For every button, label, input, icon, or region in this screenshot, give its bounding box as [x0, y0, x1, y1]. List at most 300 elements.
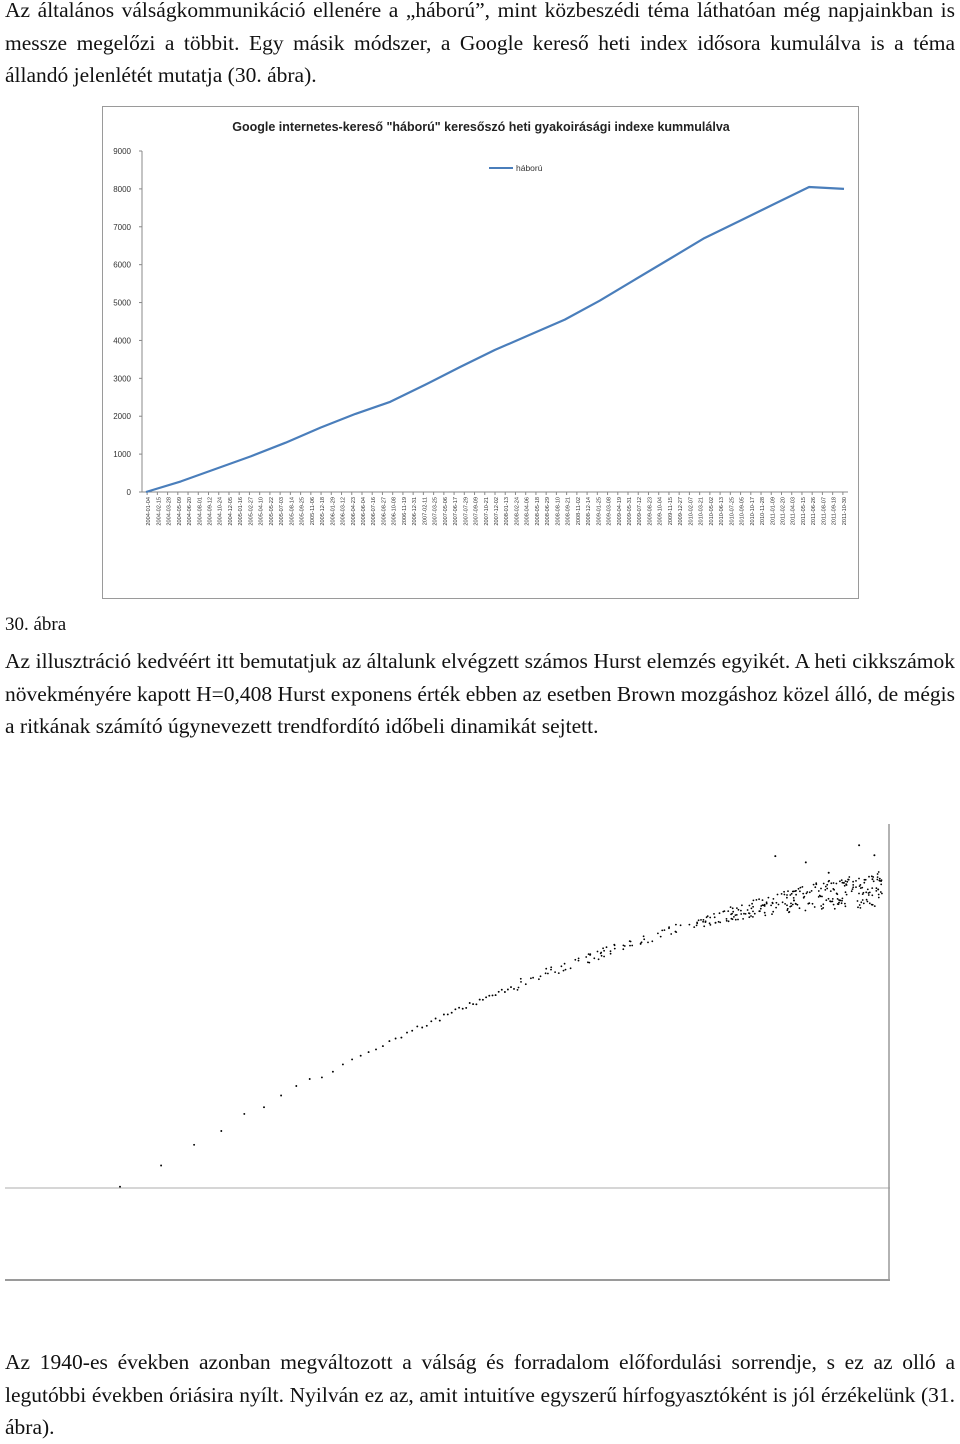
- x-tick-label: 2004-06-20: [187, 497, 194, 526]
- scatter-point: [877, 889, 879, 891]
- scatter-point: [852, 888, 854, 890]
- scatter-point: [492, 994, 494, 996]
- y-tick-label: 6000: [113, 260, 131, 270]
- x-tick-label: 2005-05-22: [268, 497, 275, 526]
- scatter-point: [610, 950, 612, 952]
- x-tick-label: 2009-03-08: [606, 497, 613, 526]
- scatter-point: [828, 898, 830, 900]
- scatter-point: [610, 953, 612, 955]
- scatter-point: [593, 957, 595, 959]
- scatter-point: [748, 916, 750, 918]
- x-tick-label: 2005-02-27: [248, 497, 255, 526]
- scatter-point: [874, 905, 876, 907]
- scatter-point: [715, 922, 717, 924]
- scatter-point: [631, 945, 633, 947]
- scatter-point: [825, 899, 827, 901]
- scatter-point: [787, 890, 789, 892]
- scatter-point: [878, 871, 880, 873]
- scatter-point: [747, 909, 749, 911]
- scatter-point: [791, 893, 793, 895]
- scatter-point: [860, 901, 862, 903]
- scatter-point: [845, 891, 847, 893]
- x-tick-label: 2005-11-06: [309, 497, 316, 526]
- scatter-point: [735, 919, 737, 921]
- scatter-point: [732, 907, 734, 909]
- scatter-point: [871, 875, 873, 877]
- scatter-point: [485, 996, 487, 998]
- scatter-point: [814, 886, 816, 888]
- x-tick-label: 2005-09-25: [299, 497, 306, 526]
- scatter-point: [520, 981, 522, 983]
- scatter-point: [706, 916, 708, 918]
- scatter-point: [768, 897, 770, 899]
- scatter-point: [826, 884, 828, 886]
- scatter-point: [764, 912, 766, 914]
- scatter-point: [351, 1058, 353, 1060]
- scatter-point: [833, 904, 835, 906]
- scatter-point: [770, 905, 772, 907]
- scatter-point: [641, 941, 643, 943]
- scatter-point: [732, 918, 734, 920]
- scatter-point: [532, 977, 534, 979]
- x-tick-label: 2009-10-04: [657, 497, 664, 526]
- scatter-point: [719, 922, 721, 924]
- scatter-point: [809, 891, 811, 893]
- scatter-point: [792, 904, 794, 906]
- scatter-point: [786, 897, 788, 899]
- scatter-point: [815, 883, 817, 885]
- scatter-point: [802, 886, 804, 888]
- x-tick-label: 2008-04-06: [524, 497, 531, 526]
- scatter-point: [563, 970, 565, 972]
- scatter-point: [696, 923, 698, 925]
- x-tick-label: 2006-11-19: [401, 497, 408, 526]
- scatter-point: [751, 908, 753, 910]
- scatter-point: [773, 898, 775, 900]
- scatter-point: [758, 898, 760, 900]
- scatter-point: [703, 919, 705, 921]
- scatter-point: [495, 994, 497, 996]
- scatter-point: [847, 879, 849, 881]
- scatter-point: [880, 880, 882, 882]
- scatter-point: [869, 902, 871, 904]
- scatter-point: [550, 966, 552, 968]
- scatter-point: [858, 878, 860, 880]
- scatter-point: [585, 956, 587, 958]
- scatter-point: [753, 900, 755, 902]
- scatter-point: [756, 899, 758, 901]
- scatter-point: [743, 913, 745, 915]
- scatter-point: [193, 1144, 195, 1146]
- scatter-point: [263, 1106, 265, 1108]
- scatter-point: [738, 909, 740, 911]
- scatter-point: [540, 975, 542, 977]
- scatter-point: [561, 965, 563, 967]
- scatter-point: [630, 941, 632, 943]
- scatter-point: [416, 1025, 418, 1027]
- scatter-point: [772, 903, 774, 905]
- scatter-point: [860, 907, 862, 909]
- x-tick-label: 2011-04-03: [790, 497, 797, 526]
- scatter-point: [784, 903, 786, 905]
- scatter-point: [877, 873, 879, 875]
- x-tick-label: 2007-07-29: [463, 497, 470, 526]
- y-tick-label: 1000: [113, 450, 131, 460]
- scatter-point: [867, 889, 869, 891]
- x-tick-label: 2008-01-13: [504, 497, 511, 526]
- scatter-point: [775, 907, 777, 909]
- scatter-point: [482, 999, 484, 1001]
- scatter-point: [828, 881, 830, 883]
- x-tick-label: 2007-12-02: [494, 497, 500, 526]
- scatter-point: [813, 884, 815, 886]
- x-tick-label: 2009-11-15: [667, 497, 674, 526]
- scatter-point: [603, 950, 605, 952]
- x-tick-label: 2006-04-23: [350, 497, 357, 526]
- scatter-point: [797, 904, 799, 906]
- scatter-point: [728, 920, 730, 922]
- scatter-point: [861, 887, 863, 889]
- scatter-point: [823, 883, 825, 885]
- scatter-point: [545, 972, 547, 974]
- scatter-point: [838, 902, 840, 904]
- scatter-point: [793, 897, 795, 899]
- scatter-point: [469, 1002, 471, 1004]
- scatter-point: [664, 929, 666, 931]
- scatter-point: [760, 908, 762, 910]
- x-tick-label: 2008-02-24: [514, 497, 521, 526]
- scatter-point: [730, 913, 732, 915]
- x-tick-label: 2006-03-12: [340, 497, 347, 526]
- x-tick-label: 2005-01-16: [238, 497, 245, 526]
- scatter-point: [518, 987, 520, 989]
- x-tick-label: 2008-09-21: [565, 497, 572, 526]
- scatter-point: [382, 1045, 384, 1047]
- scatter-point: [852, 884, 854, 886]
- scatter-point: [832, 898, 834, 900]
- scatter-point: [878, 894, 880, 896]
- scatter-point: [795, 894, 797, 896]
- scatter-point: [709, 917, 711, 919]
- scatter-point: [643, 935, 645, 937]
- scatter-point: [877, 876, 879, 878]
- scatter-point: [786, 904, 788, 906]
- scatter-point: [830, 901, 832, 903]
- scatter-point: [845, 905, 847, 907]
- scatter-point: [465, 1007, 467, 1009]
- y-tick-label: 8000: [113, 184, 131, 194]
- scatter-point: [451, 1012, 453, 1014]
- scatter-point: [462, 1008, 464, 1010]
- scatter-point: [858, 893, 860, 895]
- scatter-point: [802, 893, 804, 895]
- scatter-point: [525, 983, 527, 985]
- scatter-point: [472, 1003, 474, 1005]
- scatter-point: [600, 952, 602, 954]
- scatter-point: [406, 1032, 408, 1034]
- scatter-point: [742, 918, 744, 920]
- scatter-points: [119, 844, 883, 1187]
- scatter-point: [643, 938, 645, 940]
- scatter-point: [824, 889, 826, 891]
- x-tick-label: 2005-04-10: [258, 497, 265, 526]
- scatter-point: [488, 995, 490, 997]
- scatter-point: [693, 926, 695, 928]
- scatter-point: [660, 936, 662, 938]
- scatter-point: [388, 1040, 390, 1042]
- scatter-point: [758, 910, 760, 912]
- scatter-point: [852, 881, 854, 883]
- scatter-point: [876, 879, 878, 881]
- scatter-point: [657, 933, 659, 935]
- x-tick-label: 2004-03-28: [166, 497, 173, 526]
- scatter-point: [622, 948, 624, 950]
- scatter-point: [368, 1051, 370, 1053]
- scatter-point: [718, 921, 720, 923]
- scatter-point: [545, 968, 547, 970]
- scatter-point: [766, 901, 768, 903]
- scatter-point: [726, 918, 728, 920]
- scatter-point: [833, 882, 835, 884]
- scatter-point: [750, 915, 752, 917]
- y-tick-label: 9000: [113, 147, 131, 156]
- x-tick-label: 2007-05-06: [442, 497, 449, 526]
- x-tick-label: 2010-06-13: [719, 497, 726, 526]
- scatter-point: [740, 913, 742, 915]
- scatter-point: [517, 989, 519, 991]
- scatter-point: [794, 890, 796, 892]
- x-tick-label: 2010-03-21: [698, 497, 705, 526]
- scatter-point: [868, 876, 870, 878]
- x-tick-label: 2010-11-28: [760, 497, 767, 526]
- scatter-point: [859, 885, 861, 887]
- scatter-point: [788, 911, 790, 913]
- scatter-point: [777, 894, 779, 896]
- x-tick-label: 2011-09-18: [831, 497, 838, 526]
- scatter-point: [778, 904, 780, 906]
- scatter-point: [689, 924, 691, 926]
- scatter-point: [754, 913, 756, 915]
- scatter-point: [839, 900, 841, 902]
- x-tick-label: 2010-05-02: [708, 497, 715, 526]
- scatter-point: [696, 925, 698, 927]
- scatter-point: [119, 1186, 121, 1188]
- scatter-point: [520, 978, 522, 980]
- x-tick-label: 2005-08-14: [289, 497, 296, 526]
- scatter-point: [875, 890, 877, 892]
- intro-paragraph: Az általános válságkommunikáció ellenére a „háború”, mint közbeszédi téma láthatóan még napjainkban is messze megelőzi a többit. Egy másik módszer, a Google kereső heti index idősora kumulálva is a téma állandó jelenlétét mutatja (30. ábra).: [5, 0, 955, 87]
- scatter-point: [603, 956, 605, 958]
- scatter-point: [736, 914, 738, 916]
- scatter-point: [435, 1018, 437, 1020]
- scatter-point: [680, 924, 682, 926]
- y-tick-label: 5000: [113, 298, 131, 308]
- scatter-point: [614, 948, 616, 950]
- scatter-point: [846, 894, 848, 896]
- scatter-point: [845, 883, 847, 885]
- scatter-point: [510, 986, 512, 988]
- scatter-point: [798, 888, 800, 890]
- x-tick-label: 2004-01-04: [146, 497, 153, 526]
- scatter-point: [395, 1038, 397, 1040]
- scatter-point: [841, 902, 843, 904]
- scatter-point: [558, 972, 560, 974]
- scatter-point: [800, 887, 802, 889]
- scatter-point: [651, 940, 653, 942]
- scatter-point: [513, 988, 515, 990]
- scatter-point: [830, 882, 832, 884]
- scatter-point: [730, 906, 732, 908]
- x-tick-label: 2011-05-15: [800, 497, 807, 526]
- scatter-point: [709, 922, 711, 924]
- x-tick-label: 2007-09-09: [473, 497, 480, 526]
- scatter-point: [764, 915, 766, 917]
- scatter-point: [846, 881, 848, 883]
- scatter-point: [475, 1003, 477, 1005]
- scatter-point: [862, 899, 864, 901]
- x-tick-label: 2006-06-04: [360, 497, 367, 526]
- scatter-point: [606, 946, 608, 948]
- scatter-point: [670, 933, 672, 935]
- scatter-point: [507, 989, 509, 991]
- x-tick-label: 2011-01-09: [770, 497, 777, 526]
- x-tick-label: 2008-12-14: [586, 496, 593, 526]
- scatter-point: [782, 901, 784, 903]
- scatter-point: [878, 897, 880, 899]
- scatter-point: [784, 894, 786, 896]
- scatter-point: [565, 969, 567, 971]
- x-tick-label: 2007-03-25: [432, 497, 439, 526]
- scatter-point: [554, 971, 556, 973]
- scatter-point: [426, 1025, 428, 1027]
- scatter-point: [865, 891, 867, 893]
- scatter-point: [855, 886, 857, 888]
- scatter-point: [578, 958, 580, 960]
- scatter-point: [845, 880, 847, 882]
- scatter-point: [675, 924, 677, 926]
- scatter-point: [811, 890, 813, 892]
- scatter-point: [550, 969, 552, 971]
- scatter-point: [774, 855, 776, 857]
- scatter-point: [661, 930, 663, 932]
- x-tick-label: 2007-10-21: [483, 497, 490, 526]
- scatter-point: [597, 951, 599, 953]
- scatter-point: [703, 925, 705, 927]
- scatter-point: [447, 1013, 449, 1015]
- scatter-point: [752, 906, 754, 908]
- scatter-point: [881, 893, 883, 895]
- scatter-point: [751, 903, 753, 905]
- x-tick-label: 2006-12-31: [412, 497, 419, 526]
- scatter-point: [443, 1014, 445, 1016]
- scatter-point: [832, 888, 834, 890]
- scatter-point: [360, 1055, 362, 1057]
- scatter-point: [430, 1020, 432, 1022]
- scatter-point: [818, 890, 820, 892]
- scatter-point: [836, 893, 838, 895]
- scatter-point: [702, 921, 704, 923]
- chart-title: Google internetes-kereső "háború" keresőszó heti gyakoirásági indexe kummulálva: [232, 120, 730, 134]
- scatter-point: [498, 991, 500, 993]
- outro-paragraph: Az 1940-es években azonban megváltozott a válság és forradalom előfordulási sorrendje, s ez az olló a legutóbbi években óriásira nyílt. Nyilván ez az, amit intuitíve egyszerű hírfogyasztóként is jól érzékelünk (31. ábra).: [5, 1350, 955, 1439]
- x-tick-label: 2010-09-05: [739, 497, 746, 526]
- scatter-point: [880, 891, 882, 893]
- scatter-point: [828, 872, 830, 874]
- scatter-point: [243, 1113, 245, 1115]
- scatter-point: [601, 955, 603, 957]
- scatter-point: [749, 913, 751, 915]
- scatter-point: [501, 989, 503, 991]
- scatter-point: [855, 880, 857, 882]
- x-tick-label: 2010-07-25: [729, 497, 736, 526]
- scatter-point: [839, 880, 841, 882]
- scatter-point: [439, 1020, 441, 1022]
- scatter-point: [873, 880, 875, 882]
- scatter-point: [700, 919, 702, 921]
- scatter-point: [530, 977, 532, 979]
- scatter-point: [764, 905, 766, 907]
- scatter-point: [863, 892, 865, 894]
- scatter-point: [762, 899, 764, 901]
- scatter-point: [876, 887, 878, 889]
- scatter-point: [733, 916, 735, 918]
- legend-label: háború: [516, 163, 543, 173]
- scatter-point: [588, 953, 590, 955]
- x-tick-label: 2009-08-23: [647, 497, 654, 526]
- scatter-point: [538, 978, 540, 980]
- x-tick-label: 2005-12-18: [320, 497, 327, 526]
- x-tick-label: 2008-11-02: [575, 497, 582, 526]
- scatter-point: [574, 959, 576, 961]
- scatter-point: [868, 892, 870, 894]
- scatter-point: [836, 883, 838, 885]
- scatter-point: [841, 879, 843, 881]
- scatter-point: [749, 905, 751, 907]
- scatter-point: [598, 958, 600, 960]
- x-tick-label: 2006-10-08: [391, 497, 398, 526]
- scatter-point: [821, 908, 823, 910]
- scatter-point: [873, 854, 875, 856]
- scatter-point: [714, 916, 716, 918]
- scatter-point: [857, 906, 859, 908]
- scatter-point: [332, 1071, 334, 1073]
- scatter-point: [820, 905, 822, 907]
- scatter-point: [722, 911, 724, 913]
- y-tick-label: 0: [126, 488, 131, 497]
- scatter-point: [818, 896, 820, 898]
- scatter-point: [825, 886, 827, 888]
- scatter-point: [713, 913, 715, 915]
- y-tick-label: 4000: [113, 336, 131, 346]
- scatter-point: [820, 888, 822, 890]
- scatter-point: [879, 878, 881, 880]
- x-tick-label: 2005-07-03: [279, 497, 286, 526]
- scatter-point: [587, 961, 589, 963]
- scatter-point: [822, 903, 824, 905]
- scatter-point: [799, 890, 801, 892]
- scatter-point: [732, 911, 734, 913]
- x-tick-label: 2007-06-17: [453, 497, 460, 526]
- scatter-point: [578, 960, 580, 962]
- scatter-point: [675, 931, 677, 933]
- x-tick-label: 2011-08-07: [821, 497, 828, 526]
- x-tick-label: 2010-02-07: [688, 497, 695, 526]
- scatter-point: [880, 884, 882, 886]
- scatter-point: [647, 942, 649, 944]
- scatter-point: [772, 911, 774, 913]
- scatter-point: [629, 945, 631, 947]
- scatter-point: [866, 899, 868, 901]
